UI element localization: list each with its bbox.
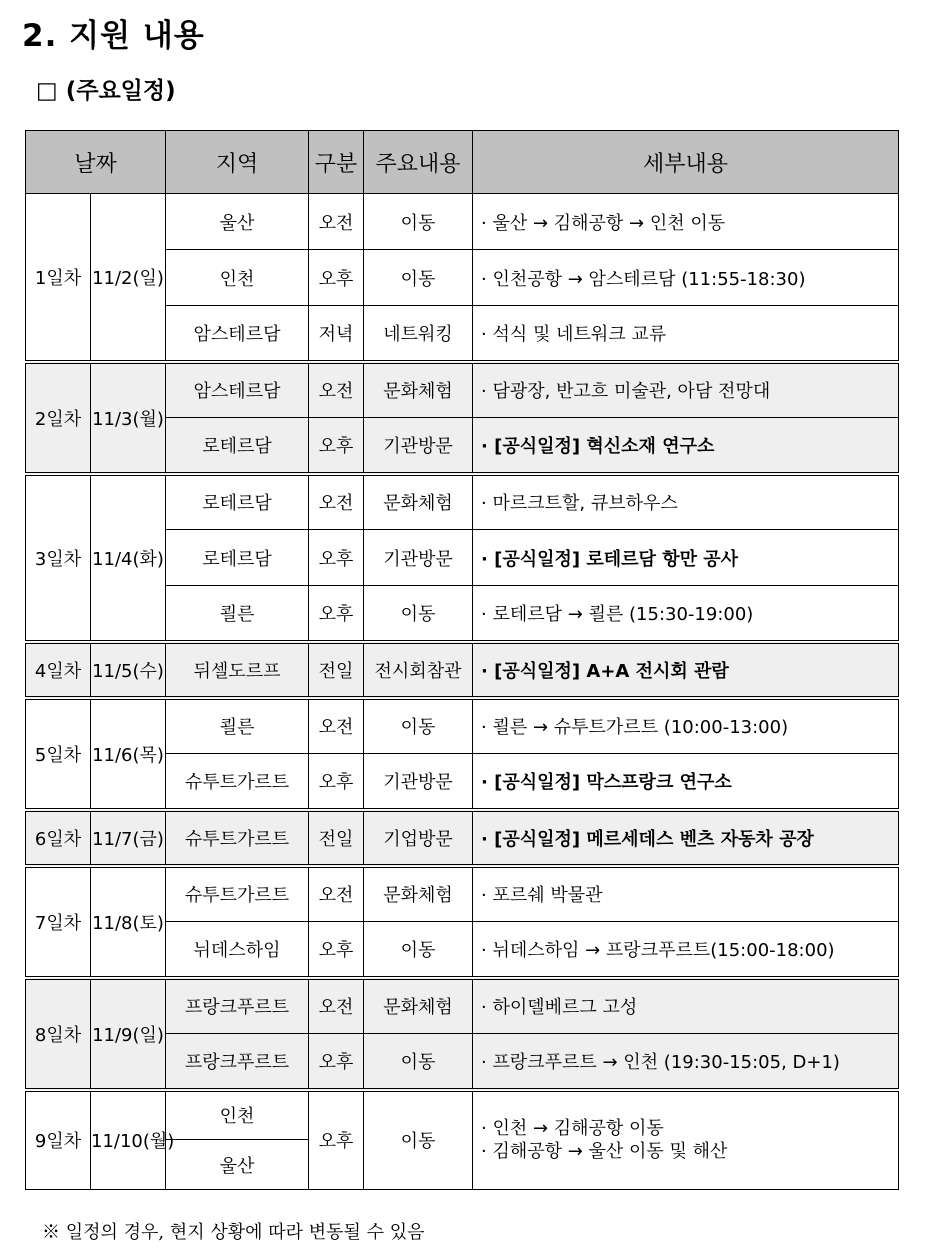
table-row	[26, 642, 899, 698]
date-cell: 11/2(일)	[91, 194, 166, 362]
table-row	[26, 194, 899, 250]
detail-cell: · 쾰른 → 슈투트가르트 (10:00-13:00)	[473, 698, 899, 754]
date-cell: 11/8(토)	[91, 866, 166, 978]
detail-cell: · 로테르담 → 쾰른 (15:30-19:00)	[473, 586, 899, 642]
main-cell: 이동	[364, 1034, 473, 1090]
main-cell: 이동	[364, 194, 473, 250]
time-cell: 오전	[309, 474, 364, 530]
table-row	[26, 362, 899, 418]
main-cell: 기업방문	[364, 810, 473, 866]
detail-cell: · 프랑크푸르트 → 인천 (19:30-15:05, D+1)	[473, 1034, 899, 1090]
date-cell: 11/7(금)	[91, 810, 166, 866]
table-row	[26, 978, 899, 1034]
time-cell: 오후	[309, 250, 364, 306]
day-cell: 3일차	[26, 474, 91, 642]
date-cell: 11/10(월)	[91, 1090, 166, 1190]
day-group-9	[26, 1090, 899, 1190]
region-cell: 슈투트가르트	[166, 866, 309, 922]
detail-line: · 인천 → 김해공항 이동	[481, 1118, 664, 1140]
day-group-7	[26, 866, 899, 978]
region-cell: 뉘데스하임	[166, 922, 309, 978]
main-cell: 네트워킹	[364, 306, 473, 362]
region-cell: 로테르담	[166, 418, 309, 474]
day-cell: 7일차	[26, 866, 91, 978]
main-cell: 기관방문	[364, 418, 473, 474]
time-cell: 전일	[309, 642, 364, 698]
header-date: 날짜	[26, 131, 166, 194]
main-cell: 기관방문	[364, 754, 473, 810]
detail-cell: · 마르크트할, 큐브하우스	[473, 474, 899, 530]
header-region: 지역	[166, 131, 309, 194]
section-title: 2. 지원 내용	[22, 18, 205, 54]
region-cell: 울산	[166, 194, 309, 250]
region-cell: 암스테르담	[166, 306, 309, 362]
region-cell: 프랑크푸르트	[166, 978, 309, 1034]
day-cell: 8일차	[26, 978, 91, 1090]
time-cell: 오전	[309, 698, 364, 754]
date-cell: 11/9(일)	[91, 978, 166, 1090]
main-cell: 문화체험	[364, 362, 473, 418]
day-group-4	[26, 642, 899, 698]
date-cell: 11/6(목)	[91, 698, 166, 810]
detail-cell: · 인천공항 → 암스테르담 (11:55-18:30)	[473, 250, 899, 306]
detail-cell: · 하이델베르그 고성	[473, 978, 899, 1034]
region-cell: 쾰른	[166, 586, 309, 642]
day-group-5	[26, 698, 899, 810]
main-cell: 이동	[364, 922, 473, 978]
detail-cell: · [공식일정] 메르세데스 벤츠 자동차 공장	[473, 810, 899, 866]
header-row	[26, 131, 899, 194]
detail-cell: · 포르쉐 박물관	[473, 866, 899, 922]
detail-line: · 김해공항 → 울산 이동 및 해산	[481, 1141, 728, 1163]
day-cell: 4일차	[26, 642, 91, 698]
region-cell: 슈투트가르트	[166, 810, 309, 866]
time-cell: 오후	[309, 530, 364, 586]
time-cell: 오전	[309, 866, 364, 922]
main-cell: 문화체험	[364, 866, 473, 922]
region-cell: 로테르담	[166, 474, 309, 530]
detail-cell	[473, 1090, 899, 1190]
time-cell: 오후	[309, 586, 364, 642]
main-cell: 문화체험	[364, 474, 473, 530]
region-cell: 슈투트가르트	[166, 754, 309, 810]
time-cell: 오후	[309, 418, 364, 474]
day-cell: 9일차	[26, 1090, 91, 1190]
region-cell: 쾰른	[166, 698, 309, 754]
day-cell: 5일차	[26, 698, 91, 810]
detail-cell: · [공식일정] 로테르담 항만 공사	[473, 530, 899, 586]
day-group-2	[26, 362, 899, 474]
header-main: 주요내용	[364, 131, 473, 194]
footnote: ※ 일정의 경우, 현지 상황에 따라 변동될 수 있음	[42, 1222, 425, 1243]
time-cell: 오전	[309, 362, 364, 418]
main-cell: 이동	[364, 698, 473, 754]
time-cell: 오전	[309, 194, 364, 250]
detail-cell: · 석식 및 네트워크 교류	[473, 306, 899, 362]
detail-cell: · [공식일정] 막스프랑크 연구소	[473, 754, 899, 810]
detail-cell: · [공식일정] 혁신소재 연구소	[473, 418, 899, 474]
region-cell: 인천	[166, 1090, 309, 1140]
table-row	[26, 1090, 899, 1140]
day-group-3	[26, 474, 899, 642]
time-cell: 오후	[309, 1090, 364, 1190]
section-subtitle: □ (주요일정)	[36, 78, 176, 104]
date-cell: 11/3(월)	[91, 362, 166, 474]
date-cell: 11/4(화)	[91, 474, 166, 642]
time-cell: 전일	[309, 810, 364, 866]
detail-cell: · 담광장, 반고흐 미술관, 아담 전망대	[473, 362, 899, 418]
day-cell: 1일차	[26, 194, 91, 362]
main-cell: 이동	[364, 250, 473, 306]
detail-cell: · 뉘데스하임 → 프랑크푸르트(15:00-18:00)	[473, 922, 899, 978]
table-row	[26, 474, 899, 530]
main-cell: 이동	[364, 586, 473, 642]
region-cell: 뒤셀도르프	[166, 642, 309, 698]
detail-cell: · 울산 → 김해공항 → 인천 이동	[473, 194, 899, 250]
day-cell: 2일차	[26, 362, 91, 474]
main-cell: 전시회참관	[364, 642, 473, 698]
time-cell: 저녁	[309, 306, 364, 362]
region-cell: 프랑크푸르트	[166, 1034, 309, 1090]
time-cell: 오후	[309, 1034, 364, 1090]
main-cell: 문화체험	[364, 978, 473, 1034]
main-cell: 기관방문	[364, 530, 473, 586]
region-cell: 인천	[166, 250, 309, 306]
day-group-6	[26, 810, 899, 866]
header-type: 구분	[309, 131, 364, 194]
region-cell: 울산	[166, 1140, 309, 1190]
time-cell: 오전	[309, 978, 364, 1034]
date-cell: 11/5(수)	[91, 642, 166, 698]
header-detail: 세부내용	[473, 131, 899, 194]
table-row	[26, 698, 899, 754]
table-row	[26, 866, 899, 922]
main-cell: 이동	[364, 1090, 473, 1190]
detail-cell: · [공식일정] A+A 전시회 관람	[473, 642, 899, 698]
schedule-table	[25, 130, 899, 1190]
day-group-1	[26, 194, 899, 362]
time-cell: 오후	[309, 754, 364, 810]
time-cell: 오후	[309, 922, 364, 978]
region-cell: 암스테르담	[166, 362, 309, 418]
region-cell: 로테르담	[166, 530, 309, 586]
table-row	[26, 810, 899, 866]
day-group-8	[26, 978, 899, 1090]
day-cell: 6일차	[26, 810, 91, 866]
